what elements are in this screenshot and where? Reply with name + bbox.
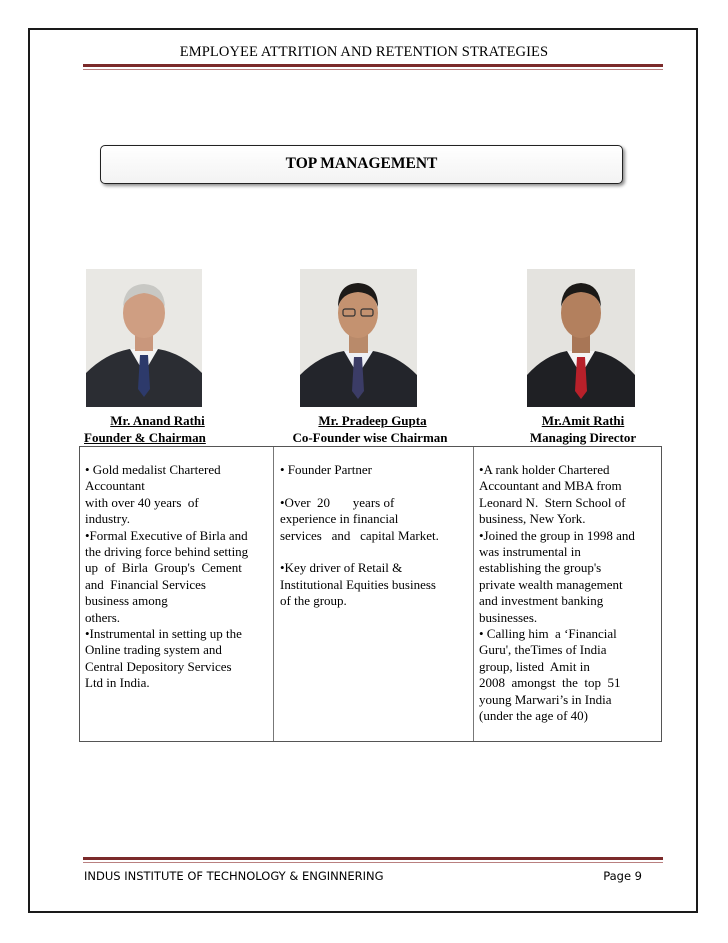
- person-name-anand-rathi: Mr. Anand Rathi: [110, 413, 205, 428]
- table-column-divider: [473, 447, 474, 741]
- footer-rule: [83, 857, 663, 860]
- header-rule-thin: [83, 69, 663, 70]
- portrait-anand-rathi: [86, 269, 202, 407]
- page-number: Page 9: [603, 869, 642, 883]
- details-amit-rathi: •A rank holder Chartered Accountant and MBA from Leonard N. Stern School of business, New York. •Joined the group in 1998 and was instrumental in establishing the group's private wealth management and investment banking businesses. • Calling him a ‘Financial Guru', theTimes of India group, listed Amit in 2008 amongst the top 51 young Marwari’s in India (under the age of 40): [479, 462, 635, 724]
- person-name-amit-rathi: Mr.Amit Rathi: [541, 413, 625, 428]
- person-role-pradeep-gupta: Co-Founder wise Chairman: [292, 430, 448, 445]
- footer-rule-thin: [83, 862, 663, 863]
- person-role-amit-rathi: Managing Director: [529, 430, 637, 445]
- section-title: TOP MANAGEMENT: [285, 155, 438, 172]
- table-column-divider: [273, 447, 274, 741]
- footer-institute: INDUS INSTITUTE OF TECHNOLOGY & ENGINNERING: [84, 869, 384, 883]
- portrait-pradeep-gupta: [300, 269, 417, 407]
- section-title-box: [100, 145, 623, 184]
- header-rule: [83, 64, 663, 67]
- person-name-pradeep-gupta: Mr. Pradeep Gupta: [318, 413, 427, 428]
- details-pradeep-gupta: • Founder Partner •Over 20 years of experience in financial services and capital Market. •Key driver of Retail & Institutional Equities business of the group.: [280, 462, 439, 609]
- person-role-text: Founder & Chairman: [84, 430, 206, 445]
- details-anand-rathi: • Gold medalist Chartered Accountant with over 40 years of industry. •Formal Executive of Birla and the driving force behind setting up of Birla Group's Cement and Financial Services business among others. •Instrumental in setting up the Online trading system and Central Depository Services Ltd in India.: [85, 462, 249, 691]
- person-role-anand-rathi: [84, 430, 224, 446]
- portrait-amit-rathi: [527, 269, 635, 407]
- document-header-title: EMPLOYEE ATTRITION AND RETENTION STRATEGIES: [179, 44, 549, 60]
